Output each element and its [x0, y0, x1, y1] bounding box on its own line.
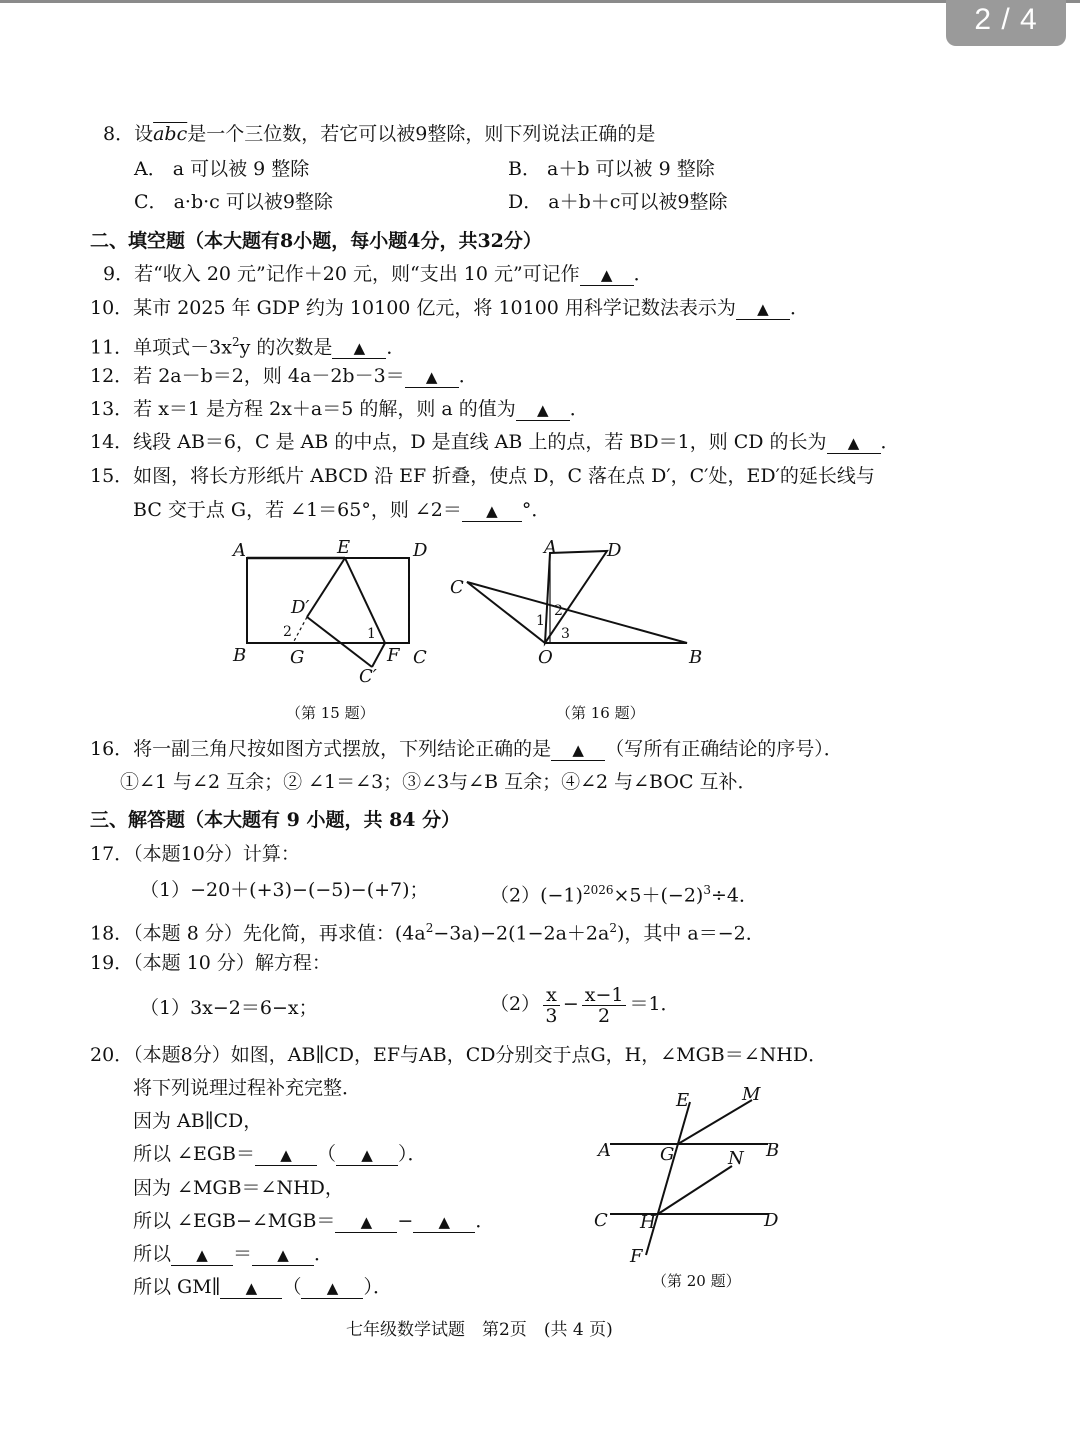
edge-ed-prime: [307, 558, 345, 617]
triangle-icon: ▲: [360, 1213, 373, 1231]
q18: [90, 916, 765, 945]
q12-answer-blank[interactable]: [405, 366, 459, 388]
angle-3-label: 3: [561, 626, 570, 642]
q20-minus: −: [397, 1210, 414, 1232]
label-b: B: [766, 1140, 780, 1161]
q20-blank-3[interactable]: [335, 1211, 397, 1233]
label-n: N: [728, 1148, 744, 1169]
q16-end: （写所有正确结论的序号）．: [605, 738, 843, 760]
label-a: A: [544, 537, 557, 558]
fig20-caption: （第 20 题）: [652, 1272, 741, 1290]
q20-line6: [133, 1209, 494, 1233]
angle-1-label: 1: [367, 626, 376, 642]
q12-end: ．: [458, 365, 478, 387]
q11-text-mid: y 的次数是: [239, 336, 333, 359]
q20-blank-1[interactable]: [255, 1144, 317, 1166]
q10-end: ．: [789, 297, 809, 319]
rectangle-outline: [247, 558, 409, 643]
section3-title: 三、解答题（本大题有 9 小题，共 84 分）: [90, 809, 461, 831]
triangle-icon: ▲: [353, 339, 366, 358]
q16-answer-blank[interactable]: [551, 739, 605, 761]
q18-text: 18．（本题 8 分）先化简，再求值：(4a: [90, 922, 426, 945]
q10: [90, 296, 809, 320]
q20-line8: [133, 1275, 392, 1299]
q9-answer-blank[interactable]: [580, 264, 634, 286]
label-a: A: [598, 1140, 611, 1161]
q20-end: ．: [314, 1243, 334, 1265]
fraction-x-over-3: [543, 985, 560, 1026]
label-f: F: [387, 645, 400, 666]
triangle-icon: ▲: [757, 300, 769, 318]
label-f: F: [630, 1246, 643, 1267]
triangle-icon: ▲: [847, 434, 860, 452]
label-d-prime: D′: [291, 597, 310, 618]
q15-text: BC 交于点 G，若 ∠1＝65°，则 ∠2＝: [133, 499, 462, 521]
q15-line1: 15．如图，将长方形纸片 ABCD 沿 EF 折叠，使点 D，C 落在点 D′，C′处，ED′的延长线与: [90, 465, 875, 487]
q20-paren-open: （: [282, 1276, 302, 1298]
q17-p2-end: ÷4．: [710, 884, 758, 907]
q18-exponent-2: 2: [609, 921, 617, 935]
q13-text: 13．若 x＝1 是方程 2x＋a＝5 的解，则 a 的值为: [90, 398, 516, 420]
fig15-caption: （第 15 题）: [286, 704, 375, 722]
q17-exponent-1: 2026: [582, 883, 614, 897]
q20-blank-7[interactable]: [220, 1277, 282, 1299]
q8-stem-post: 是一个三位数，若它可以被9整除，则下列说法正确的是: [187, 123, 656, 145]
label-c-prime: C′: [359, 666, 377, 687]
dashed-extension: [293, 617, 307, 643]
q16: [90, 737, 843, 761]
q12-text: 12．若 2a－b＝2，则 4a－2b－3＝: [90, 365, 405, 387]
label-e: E: [337, 537, 351, 558]
q19-p2-end: ＝1．: [629, 993, 680, 1015]
q20-line2: 将下列说理过程补充完整．: [133, 1077, 362, 1099]
q20-text: 所以 GM∥: [133, 1276, 221, 1298]
fig16-caption: （第 16 题）: [556, 704, 645, 722]
q15-line2: [133, 498, 550, 522]
q15-answer-blank[interactable]: [462, 500, 522, 522]
q13: [90, 397, 589, 421]
label-b: B: [233, 645, 247, 666]
fraction-denominator: 3: [545, 1004, 558, 1027]
q20-text: 所以: [133, 1243, 172, 1265]
figure-15: [225, 535, 435, 685]
q20-blank-4[interactable]: [413, 1211, 475, 1233]
triangle-icon: ▲: [245, 1279, 258, 1297]
q9: [103, 262, 653, 286]
label-o: O: [538, 647, 553, 668]
q20-paren-close: ）．: [363, 1276, 392, 1298]
q16-text: 16．将一副三角尺按如图方式摆放，下列结论正确的是: [90, 738, 552, 760]
q14-text: 14．线段 AB＝6，C 是 AB 的中点，D 是直线 AB 上的点，若 BD＝1，则 CD 的长为: [90, 431, 827, 453]
triangle-icon: ▲: [438, 1213, 451, 1231]
q9-text: 9．若“收入 20 元”记作＋20 元，则“支出 10 元”可记作: [103, 263, 580, 285]
fraction-x-minus-1-over-2: [582, 985, 627, 1026]
label-e: E: [676, 1090, 690, 1111]
q16-options: ①∠1 与∠2 互余；② ∠1＝∠3；③∠3与∠B 互余；④∠2 与∠BOC 互补．: [120, 771, 757, 793]
triangle-icon: ▲: [425, 368, 438, 386]
figure-16: [445, 535, 715, 685]
label-h: H: [640, 1212, 656, 1233]
q12: [90, 364, 478, 388]
fold-line-ef: [345, 558, 385, 643]
page-footer: 七年级数学试题 第2页 (共 4 页): [346, 1320, 613, 1340]
q17-p2-text: （2）(−1): [490, 884, 583, 907]
q18-exponent-1: 2: [425, 921, 434, 935]
q17-stem: 17．（本题10分）计算：: [90, 843, 300, 865]
q20-blank-6[interactable]: [252, 1244, 314, 1266]
q8-option-b: B． a＋b 可以被 9 整除: [508, 158, 715, 180]
q8-option-d: D． a＋b＋c可以被9整除: [508, 191, 728, 213]
q10-answer-blank[interactable]: [736, 298, 790, 320]
q18-end: )，其中 a＝−2．: [616, 922, 765, 945]
fraction-numerator: x: [543, 985, 560, 1006]
q20-line4: [133, 1142, 427, 1166]
q20-blank-5[interactable]: [171, 1244, 233, 1266]
q11: [90, 330, 405, 359]
edge-c-prime-f: [372, 643, 385, 667]
q14-answer-blank[interactable]: [827, 432, 881, 454]
triangle-icon: ▲: [277, 1246, 289, 1264]
label-c: C: [413, 647, 427, 668]
angle-1-label: 1: [536, 613, 545, 629]
q14-end: ．: [880, 431, 900, 453]
q17-part1: （1）−20＋(+3)−(−5)−(+7)；: [140, 879, 429, 901]
label-c: C: [450, 577, 464, 598]
triangle-icon: ▲: [572, 741, 584, 759]
q20-line7: [133, 1242, 333, 1266]
q13-end: ．: [569, 398, 589, 420]
triangle-cob: [467, 582, 687, 643]
triangle-icon: ▲: [486, 502, 498, 520]
triangle-aod: [545, 551, 607, 643]
q13-answer-blank[interactable]: [516, 399, 570, 421]
q20-blank-8[interactable]: [301, 1277, 363, 1299]
minus-sign: −: [562, 993, 579, 1015]
q20-paren-open: （: [316, 1143, 336, 1165]
triangle-icon: ▲: [361, 1146, 373, 1164]
triangle-icon: ▲: [537, 401, 549, 419]
q19-part2: [490, 984, 680, 1026]
q9-end: ．: [633, 263, 653, 285]
q20-line5: 因为 ∠MGB＝∠NHD，: [133, 1177, 344, 1199]
q19-part1: （1）3x−2＝6−x；: [140, 997, 318, 1019]
q8-option-c: C． a·b·c 可以被9整除: [134, 191, 333, 213]
triangle-icon: ▲: [196, 1246, 208, 1264]
q11-end: ．: [386, 336, 406, 359]
q8-overline-var: $\overline{abc}$: [153, 123, 188, 145]
label-d: D: [413, 540, 428, 561]
page-indicator[interactable]: 2 / 4: [946, 0, 1066, 46]
q20-blank-2[interactable]: [336, 1144, 398, 1166]
q18-text-mid: −3a)−2(1−2a＋2a: [433, 922, 610, 945]
angle-2-label: 2: [283, 624, 292, 640]
label-b: B: [689, 647, 703, 668]
q17-p2-mid: ×5＋(−2): [613, 884, 704, 907]
q20-end: ．: [475, 1210, 495, 1232]
q17-part2: [490, 878, 758, 907]
q11-exponent: 2: [231, 335, 240, 349]
label-d: D: [607, 540, 622, 561]
q20-text: 所以 ∠EGB−∠MGB＝: [133, 1210, 336, 1232]
angle-2-label: 2: [554, 603, 563, 619]
q20-equals: ＝: [233, 1243, 253, 1265]
q20-line3: 因为 AB∥CD，: [133, 1110, 263, 1132]
q8-stem-pre: 8．设: [103, 123, 154, 145]
fraction-numerator: x−1: [582, 985, 627, 1006]
label-c: C: [594, 1210, 608, 1231]
q20-text: 所以 ∠EGB＝: [133, 1143, 255, 1165]
label-a: A: [233, 540, 246, 561]
q11-text: 11．单项式－3x: [90, 336, 232, 359]
q8-stem: [103, 122, 655, 146]
q11-answer-blank[interactable]: [332, 337, 386, 359]
triangle-icon: ▲: [280, 1146, 292, 1164]
q8-option-a: A． a 可以被 9 整除: [134, 158, 310, 180]
q14: [90, 430, 900, 454]
triangle-icon: ▲: [326, 1279, 339, 1297]
figure-20: [590, 1080, 790, 1270]
q10-text: 10．某市 2025 年 GDP 约为 10100 亿元，将 10100 用科学记数法表示为: [90, 297, 736, 319]
q17-exponent-2: 3: [703, 883, 711, 897]
q20-paren-close: ）．: [398, 1143, 427, 1165]
section2-title: 二、填空题（本大题有8小题，每小题4分，共32分）: [90, 230, 542, 252]
q19-stem: 19．（本题 10 分）解方程：: [90, 952, 331, 974]
label-g: G: [290, 647, 305, 668]
fraction-denominator: 2: [598, 1004, 611, 1027]
q15-end: °．: [521, 499, 551, 521]
label-g: G: [660, 1144, 675, 1165]
label-d: D: [764, 1210, 779, 1231]
q20-line1: 20．（本题8分）如图，AB∥CD，EF与AB，CD分别交于点G，H，∠MGB＝∠NHD．: [90, 1044, 828, 1066]
q19-p2-label: （2）: [490, 993, 541, 1015]
label-m: M: [742, 1084, 761, 1105]
triangle-icon: ▲: [600, 266, 613, 284]
